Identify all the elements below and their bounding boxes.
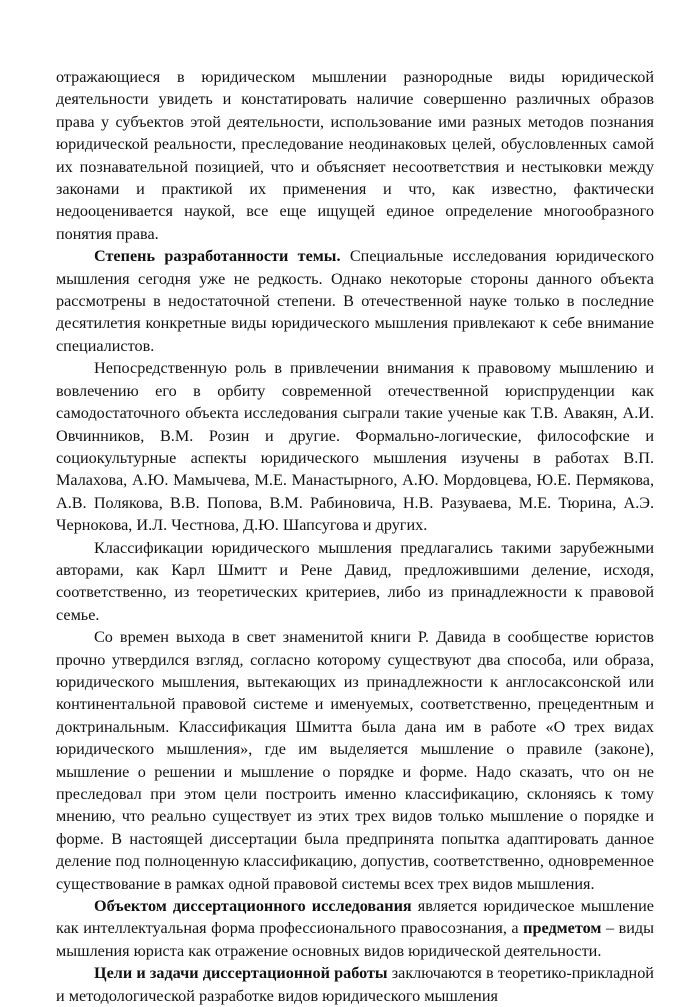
section-heading-topic-development: Степень разработанности темы. (94, 247, 341, 266)
section-heading-goals: Цели и задачи диссертационной работы (94, 964, 388, 983)
paragraph-object-subject (56, 895, 654, 962)
paragraph-david-schmitt (56, 626, 654, 895)
paragraph-text: Специальные исследования юридического мышления сегодня уже не редкость. Однако некоторые стороны данного объекта рассмотрены в недостаточной степени. В отечественной науке только в последние десятилетия конкретные виды юридического мышления привлекают к себе внимание специалистов. (56, 247, 654, 355)
paragraph-domestic-scholars (56, 357, 654, 536)
paragraph-text: Классификации юридического мышления предлагались такими зарубежными авторами, как Карл Шмитт и Рене Давид, предложившими деление, исходя, соответственно, из теоретических критериев, либо из принадлежности к правовой семье. (56, 538, 654, 624)
paragraph-text: отражающиеся в юридическом мышлении разнородные виды юридической деятельности увидеть и констатировать наличие совершенно различных образов права у субъектов этой деятельности, использование ими разных методов познания юридической реальности, преследование неодинаковых целей, обусловленных самой их познавательной позицией, что и объясняет несоответствия и нестыковки между законами и практикой их применения и что, как известно, фактически недооценивается наукой, все еще ищущей единое определение многообразного понятия права. (56, 68, 654, 243)
paragraph-text: – виды мышления юриста как отражение основных видов юридической деятельности. (56, 919, 655, 960)
paragraph-topic-development (56, 245, 654, 357)
section-heading-subject: предметом (523, 919, 602, 938)
paragraph-text: заключаются в теоретико-прикладной и методологической разработке видов юридического мышления (56, 964, 654, 1005)
section-heading-object: Объектом диссертационного исследования (94, 897, 412, 916)
paragraph-text: Непосредственную роль в привлечении внимания к правовому мышлению и вовлечению его в орбиту современной отечественной юриспруденции как самодостаточного объекта исследования сыграли такие ученые как Т.В. Авакян, А.И. Овчинников, В.М. Розин и другие. Формально-логические, философские и социокультурные аспекты юридического мышления изучены в работах В.П. Малахова, А.Ю. Мамычева, М.Е. Манастырного, А.Ю. Мордовцева, Ю.Е. Пермякова, А.В. Полякова, В.В. Попова, В.М. Рабиновича, Н.В. Разуваева, М.Е. Тюрина, А.Э. Чернокова, И.Л. Честнова, Д.Ю. Шапсугова и других. (56, 359, 654, 535)
paragraph-text: Со времен выхода в свет знаменитой книги Р. Давида в сообществе юристов прочно утвердился взгляд, согласно которому существуют два способа, или образа, юридического мышления, вытекающих из принадлежности к англосаксонской или континентальной правовой системе и именуемых, соответственно, прецедентным и доктринальным. Классификация Шмитта была дана им в работе «О трех видах юридического мышления», где им выделяется мышление о правиле (законе), мышление о решении и мышление о порядке и форме. Надо сказать, что он не преследовал при этом цели построить именно классификацию, склоняясь к тому мнению, что реально существует из этих трех видов только мышление о порядке и форме. В настоящей диссертации была предпринята попытка адаптировать данное деление под полноценную классификацию, допустив, соответственно, одновременное существование в рамках одной правовой системы всех трех видов мышления. (56, 628, 654, 893)
paragraph-continuation (56, 66, 654, 245)
paragraph-foreign-classifications (56, 537, 654, 627)
paragraph-text: является юридическое мышление как интеллектуальная форма профессионального правосознания, а (56, 897, 654, 938)
paragraph-goals (56, 962, 654, 1007)
